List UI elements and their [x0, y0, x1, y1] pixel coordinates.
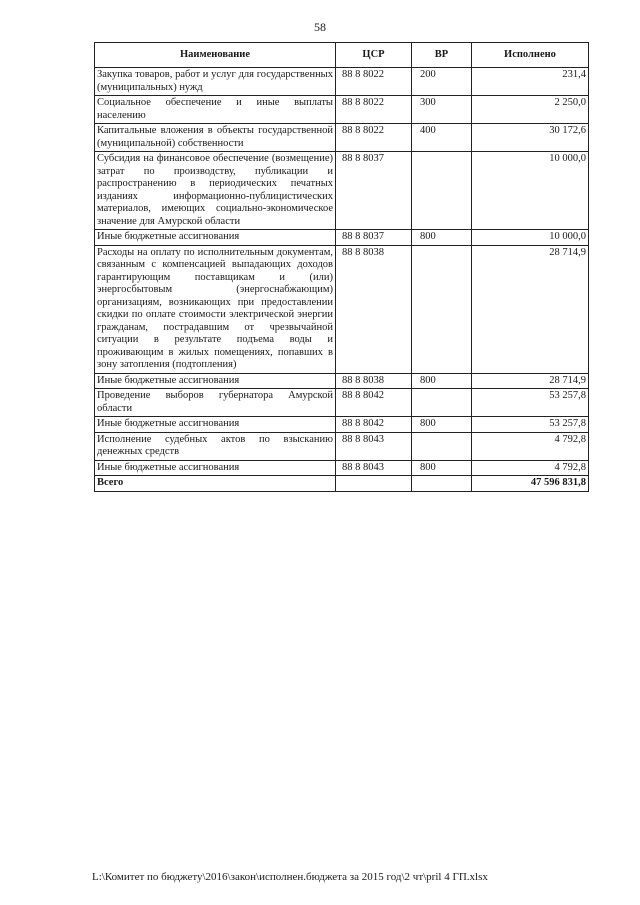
row-done: 28 714,9: [472, 373, 589, 389]
row-csr: 88 8 8043: [336, 460, 412, 476]
row-vr: [412, 389, 472, 417]
row-csr: 88 8 8037: [336, 230, 412, 246]
table-row: [95, 245, 589, 373]
row-vr: [412, 432, 472, 460]
row-done: 2 250,0: [472, 96, 589, 124]
row-csr: 88 8 8042: [336, 417, 412, 433]
total-value: 47 596 831,8: [472, 476, 589, 492]
table-row: [95, 152, 589, 230]
header-vr: ВР: [412, 43, 472, 68]
table-row: [95, 68, 589, 96]
row-name: Капитальные вложения в объекты государственной (муниципальной) собственности: [95, 124, 336, 152]
row-name: Проведение выборов губернатора Амурской области: [95, 389, 336, 417]
row-done: 53 257,8: [472, 417, 589, 433]
table-row: [95, 460, 589, 476]
row-name: Иные бюджетные ассигнования: [95, 373, 336, 389]
row-vr: [412, 152, 472, 230]
row-vr: [412, 245, 472, 373]
header-csr: ЦСР: [336, 43, 412, 68]
total-csr: [336, 476, 412, 492]
row-csr: 88 8 8022: [336, 68, 412, 96]
header-done: Исполнено: [472, 43, 589, 68]
total-vr: [412, 476, 472, 492]
row-name: Закупка товаров, работ и услуг для государственных (муниципальных) нужд: [95, 68, 336, 96]
table-row: [95, 389, 589, 417]
row-name: Иные бюджетные ассигнования: [95, 460, 336, 476]
row-csr: 88 8 8022: [336, 96, 412, 124]
row-name: Исполнение судебных актов по взысканию денежных средств: [95, 432, 336, 460]
row-vr: 800: [412, 460, 472, 476]
footer-file-path: L:\Комитет по бюджету\2016\закон\исполнен.бюджета за 2015 год\2 чт\pril 4 ГП.xlsx: [92, 871, 488, 883]
row-csr: 88 8 8037: [336, 152, 412, 230]
row-done: 10 000,0: [472, 152, 589, 230]
table-row: [95, 373, 589, 389]
row-csr: 88 8 8042: [336, 389, 412, 417]
row-done: 4 792,8: [472, 460, 589, 476]
table-header-row: [95, 43, 589, 68]
table-row: [95, 230, 589, 246]
table-row: [95, 124, 589, 152]
row-done: 28 714,9: [472, 245, 589, 373]
row-vr: 800: [412, 230, 472, 246]
table-row: [95, 96, 589, 124]
row-name: Иные бюджетные ассигнования: [95, 230, 336, 246]
row-name: Иные бюджетные ассигнования: [95, 417, 336, 433]
row-vr: 300: [412, 96, 472, 124]
row-csr: 88 8 8022: [336, 124, 412, 152]
total-row: [95, 476, 589, 492]
row-csr: 88 8 8043: [336, 432, 412, 460]
row-done: 53 257,8: [472, 389, 589, 417]
row-csr: 88 8 8038: [336, 245, 412, 373]
page-number: 58: [314, 20, 326, 34]
row-done: 30 172,6: [472, 124, 589, 152]
row-name: Социальное обеспечение и иные выплаты населению: [95, 96, 336, 124]
table-row: [95, 417, 589, 433]
table-row: [95, 432, 589, 460]
header-name: Наименование: [95, 43, 336, 68]
budget-table: [94, 42, 589, 492]
total-label: Всего: [95, 476, 336, 492]
row-csr: 88 8 8038: [336, 373, 412, 389]
row-vr: 400: [412, 124, 472, 152]
row-done: 231,4: [472, 68, 589, 96]
row-vr: 200: [412, 68, 472, 96]
row-name: Расходы на оплату по исполнительным документам, связанным с компенсацией выпадающих доходов гарантирующим поставщикам и (или) энергосбытовым (энергоснабжающим) организациям, возникающих при предоставлении скидки по оплате стоимости электрической энергии гражданам, пострадавшим от чрезвычайной ситуации в результате подъема воды и проживающим в жилых помещениях, попавших в зону затопления (подтопления): [95, 245, 336, 373]
row-vr: 800: [412, 373, 472, 389]
row-done: 10 000,0: [472, 230, 589, 246]
row-done: 4 792,8: [472, 432, 589, 460]
row-name: Субсидия на финансовое обеспечение (возмещение) затрат по производству, публикации и распространению в периодических печатных изданиях информационно-публицистических материалов, имеющих социально-экономическое значение для Амурской области: [95, 152, 336, 230]
row-vr: 800: [412, 417, 472, 433]
